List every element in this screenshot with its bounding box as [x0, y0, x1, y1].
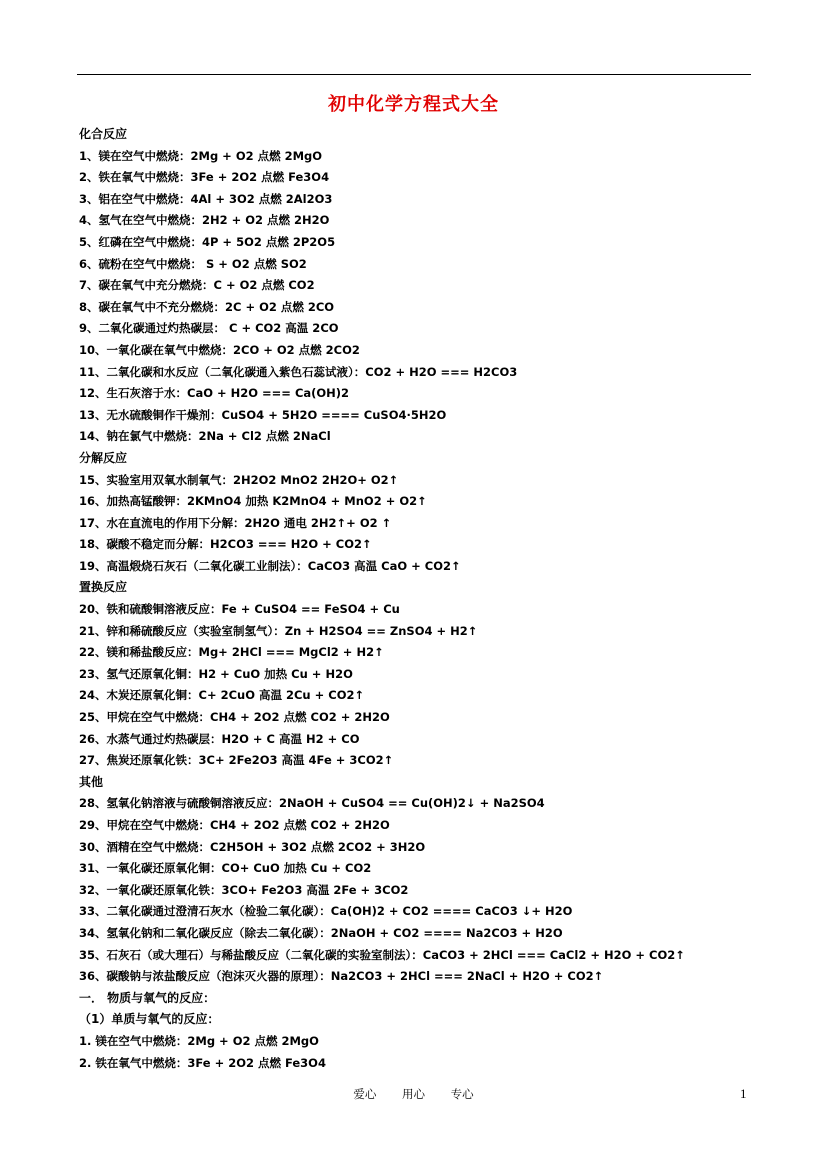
section-heading: 化合反应	[79, 127, 128, 141]
equation-line: 13、无水硫酸铜作干燥剂：CuSO4 + 5H2O ==== CuSO4·5H2O	[79, 407, 447, 422]
header-rule	[77, 74, 751, 75]
equation-line: 23、氢气还原氧化铜：H2 + CuO 加热 Cu + H2O	[79, 666, 353, 681]
equation-line: 26、水蒸气通过灼热碳层：H2O + C 高温 H2 + CO	[79, 731, 360, 746]
equation-line: 22、镁和稀盐酸反应：Mg+ 2HCl === MgCl2 + H2↑	[79, 645, 384, 660]
section-heading: 一． 物质与氧气的反应：	[79, 990, 216, 1005]
equation-line: 16、加热高锰酸钾：2KMnO4 加热 K2MnO4 + MnO2 + O2↑	[79, 494, 427, 509]
equation-line: 17、水在直流电的作用下分解：2H2O 通电 2H2↑+ O2 ↑	[79, 515, 392, 530]
equation-line: 2. 铁在氧气中燃烧：3Fe + 2O2 点燃 Fe3O4	[79, 1055, 326, 1070]
section-heading: 置换反应	[79, 580, 128, 595]
section-heading: （1）单质与氧气的反应：	[79, 1012, 220, 1027]
equation-line: 10、一氧化碳在氧气中燃烧：2CO + O2 点燃 2CO2	[79, 342, 360, 357]
equation-line: 3、铝在空气中燃烧：4Al + 3O2 点燃 2Al2O3	[79, 191, 333, 206]
equation-line: 29、甲烷在空气中燃烧：CH4 + 2O2 点燃 CO2 + 2H2O	[79, 818, 390, 832]
equation-line: 21、锌和稀硫酸反应（实验室制氢气）：Zn + H2SO4 == ZnSO4 + H2↑	[79, 623, 478, 638]
section-heading: 分解反应	[79, 450, 128, 465]
equation-line: 18、碳酸不稳定而分解：H2CO3 === H2O + CO2↑	[79, 537, 372, 552]
equation-line: 5、红磷在空气中燃烧：4P + 5O2 点燃 2P2O5	[79, 234, 336, 249]
equation-line: 1. 镁在空气中燃烧：2Mg + O2 点燃 2MgO	[79, 1033, 319, 1048]
footer-item: 爱心	[353, 1087, 377, 1101]
document-title: 初中化学方程式大全	[328, 94, 499, 115]
equation-line: 1、镁在空气中燃烧：2Mg + O2 点燃 2MgO	[79, 148, 323, 163]
footer-slogan	[0, 1086, 827, 1102]
equation-line: 20、铁和硫酸铜溶液反应：Fe + CuSO4 == FeSO4 + Cu	[79, 602, 400, 617]
equation-line: 28、氢氧化钠溶液与硫酸铜溶液反应：2NaOH + CuSO4 == Cu(OH)2↓ + Na2SO4	[79, 796, 545, 811]
document-body	[79, 124, 779, 1074]
equation-line: 24、木炭还原氧化铜：C+ 2CuO 高温 2Cu + CO2↑	[79, 688, 365, 703]
page-number: 1	[740, 1086, 747, 1101]
equation-line: 6、硫粉在空气中燃烧： S + O2 点燃 SO2	[79, 256, 307, 271]
footer-item: 专心	[450, 1087, 474, 1101]
equation-line: 9、二氧化碳通过灼热碳层： C + CO2 高温 2CO	[79, 321, 339, 336]
equation-line: 2、铁在氧气中燃烧：3Fe + 2O2 点燃 Fe3O4	[79, 170, 330, 185]
equation-line: 8、碳在氧气中不充分燃烧：2C + O2 点燃 2CO	[79, 299, 335, 314]
equation-line: 32、一氧化碳还原氧化铁：3CO+ Fe2O3 高温 2Fe + 3CO2	[79, 882, 409, 897]
equation-line: 4、氢气在空气中燃烧：2H2 + O2 点燃 2H2O	[79, 213, 330, 228]
equation-line: 19、高温煅烧石灰石（二氧化碳工业制法）：CaCO3 高温 CaO + CO2↑	[79, 558, 461, 573]
equation-line: 36、碳酸钠与浓盐酸反应（泡沫灭火器的原理）：Na2CO3 + 2HCl === 2NaCl + H2O + CO2↑	[79, 969, 604, 984]
equation-line: 34、氢氧化钠和二氧化碳反应（除去二氧化碳）：2NaOH + CO2 ==== Na2CO3 + H2O	[79, 925, 563, 940]
equation-line: 14、钠在氯气中燃烧：2Na + Cl2 点燃 2NaCl	[79, 429, 331, 444]
equation-line: 27、焦炭还原氧化铁：3C+ 2Fe2O3 高温 4Fe + 3CO2↑	[79, 753, 394, 768]
equation-line: 7、碳在氧气中充分燃烧：C + O2 点燃 CO2	[79, 278, 315, 293]
equation-line: 31、一氧化碳还原氧化铜：CO+ CuO 加热 Cu + CO2	[79, 861, 372, 876]
equation-line: 33、二氧化碳通过澄清石灰水（检验二氧化碳）：Ca(OH)2 + CO2 ==== CaCO3 ↓+ H2O	[79, 904, 573, 919]
equation-line: 12、生石灰溶于水：CaO + H2O === Ca(OH)2	[79, 386, 350, 401]
equation-line: 25、甲烷在空气中燃烧：CH4 + 2O2 点燃 CO2 + 2H2O	[79, 710, 390, 725]
equation-line: 30、酒精在空气中燃烧：C2H5OH + 3O2 点燃 2CO2 + 3H2O	[79, 839, 426, 854]
equation-line: 11、二氧化碳和水反应（二氧化碳通入紫色石蕊试液）：CO2 + H2O === H2CO3	[79, 364, 518, 379]
equation-line: 15、实验室用双氧水制氧气：2H2O2 MnO2 2H2O+ O2↑	[79, 472, 399, 487]
equation-line: 35、石灰石（或大理石）与稀盐酸反应（二氧化碳的实验室制法）：CaCO3 + 2HCl === CaCl2 + H2O + CO2↑	[79, 947, 685, 962]
footer-item: 用心	[402, 1087, 425, 1101]
section-heading: 其他	[79, 774, 104, 789]
